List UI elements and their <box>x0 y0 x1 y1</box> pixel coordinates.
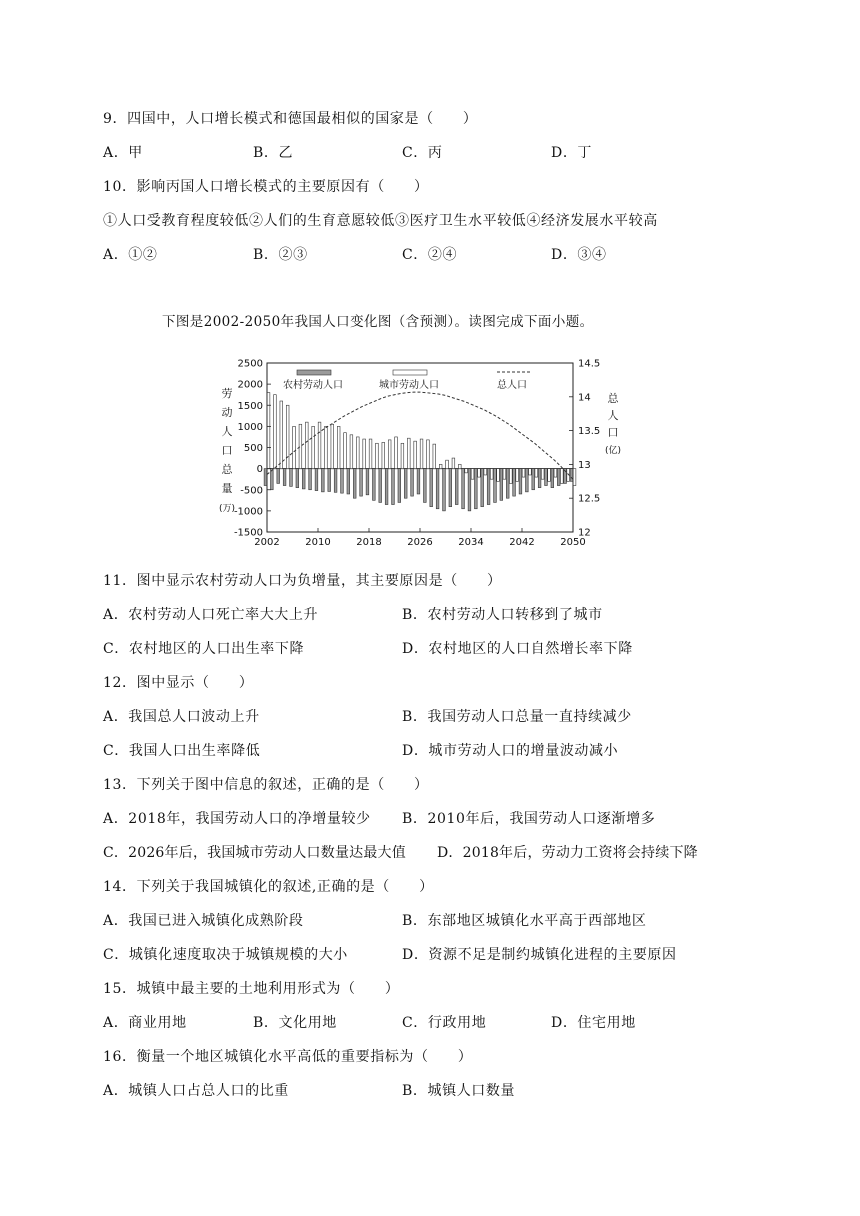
bar-urban-2026 <box>420 439 423 469</box>
bar-rural-2009 <box>309 469 312 490</box>
bar-rural-2024 <box>404 469 407 499</box>
bar-rural-2030 <box>443 469 446 511</box>
bar-rural-2048 <box>557 469 560 486</box>
bar-rural-2025 <box>411 469 414 496</box>
right-tick-label: 12.5 <box>578 493 601 505</box>
question-10-option-b: B．②③ <box>253 247 308 263</box>
bar-rural-2036 <box>481 469 484 507</box>
bar-urban-2041 <box>516 469 519 482</box>
bar-urban-2044 <box>535 469 538 477</box>
bar-rural-2023 <box>398 469 401 503</box>
question-15-option-c: C．行政用地 <box>402 1015 487 1031</box>
bar-urban-2015 <box>350 435 353 469</box>
question-10-option-c: C．②④ <box>402 247 458 263</box>
left-axis-label-char: 劳 <box>221 387 233 400</box>
left-axis-label-char: 动 <box>221 406 233 419</box>
question-11-option-d: D．农村地区的人口自然增长率下降 <box>402 641 633 657</box>
question-9-option-d: D．丁 <box>551 145 593 161</box>
question-15-option-d: D．住宅用地 <box>551 1015 636 1031</box>
question-9-option-a: A．甲 <box>103 145 143 161</box>
x-tick-label: 2002 <box>254 537 280 548</box>
right-tick-label: 12 <box>578 527 591 539</box>
bar-rural-2012 <box>328 469 331 492</box>
bar-rural-2046 <box>545 469 548 486</box>
x-tick-label: 2050 <box>560 537 586 548</box>
legend-label-rural: 农村劳动人口 <box>283 380 343 391</box>
question-10-statement: ①人口受教育程度较低②人们的生育意愿较低③医疗卫生水平较低④经济发展水平较高 <box>103 213 658 229</box>
left-axis-label-char: 人 <box>221 425 233 438</box>
bar-urban-2022 <box>395 437 398 469</box>
bar-rural-2033 <box>462 469 465 509</box>
population-chart <box>205 352 625 558</box>
bar-urban-2018 <box>369 439 372 469</box>
bar-rural-2013 <box>334 469 337 493</box>
bar-urban-2029 <box>439 464 442 468</box>
bar-rural-2027 <box>423 469 426 503</box>
bar-urban-2027 <box>427 440 430 469</box>
question-13-option-c: C．2026年后，我国城市劳动人口数量达最大值 <box>103 845 406 861</box>
left-axis-label-char: 量 <box>221 482 233 495</box>
question-11-option-c: C．农村地区的人口出生率下降 <box>103 641 305 657</box>
bar-urban-2020 <box>382 442 385 468</box>
question-13-stem: 13．下列关于图中信息的叙述，正确的是（ ） <box>103 777 429 793</box>
question-14-option-b: B．东部地区城镇化水平高于西部地区 <box>402 913 647 929</box>
question-12-option-d: D．城市劳动人口的增量波动减小 <box>402 743 619 759</box>
x-tick-label: 2018 <box>356 537 382 548</box>
bar-urban-2009 <box>312 426 315 468</box>
right-axis-label-char: 总 <box>607 392 619 405</box>
question-13-option-b: B．2010年后，我国劳动人口逐渐增多 <box>402 811 656 827</box>
bar-urban-2024 <box>407 438 410 468</box>
bar-urban-2040 <box>509 469 512 484</box>
left-tick-label: 500 <box>243 443 263 454</box>
bar-urban-2038 <box>497 469 500 482</box>
x-tick-label: 2042 <box>509 537 535 548</box>
bar-urban-2042 <box>522 469 525 477</box>
bar-urban-2028 <box>433 444 436 469</box>
bar-urban-2006 <box>293 426 296 468</box>
right-tick-label: 13 <box>578 459 591 471</box>
bar-urban-2014 <box>344 433 347 469</box>
bar-urban-2036 <box>484 469 487 475</box>
bar-rural-2035 <box>474 469 477 509</box>
bar-urban-2037 <box>490 469 493 480</box>
bar-urban-2021 <box>388 440 391 469</box>
question-11-option-a: A．农村劳动人口死亡率大大上升 <box>103 607 319 623</box>
bar-urban-2005 <box>286 405 289 468</box>
bar-urban-2013 <box>337 426 340 468</box>
question-15-option-b: B．文化用地 <box>253 1015 337 1031</box>
left-axis-label-char: (万) <box>218 504 236 514</box>
question-11-option-b: B．农村劳动人口转移到了城市 <box>402 607 603 623</box>
left-tick-label: 2000 <box>237 379 263 391</box>
bar-rural-2037 <box>487 469 490 505</box>
right-axis-label-char: (亿) <box>604 446 622 456</box>
left-tick-label: -1500 <box>233 527 263 539</box>
bar-urban-2045 <box>541 469 544 480</box>
question-14-option-c: C．城镇化速度取决于城镇规模的大小 <box>103 947 348 963</box>
bar-urban-2050 <box>573 469 576 486</box>
bar-rural-2040 <box>506 469 509 499</box>
left-tick-label: -1000 <box>233 506 263 518</box>
question-12-stem: 12．图中显示（ ） <box>103 675 254 691</box>
left-tick-label: 0 <box>256 464 263 476</box>
bar-urban-2004 <box>280 401 283 469</box>
bar-rural-2044 <box>532 469 535 490</box>
bar-rural-2010 <box>315 469 318 491</box>
left-tick-label: 1000 <box>237 421 263 433</box>
question-10-option-d: D．③④ <box>551 247 607 263</box>
bar-urban-2003 <box>274 395 277 469</box>
question-16-stem: 16．衡量一个地区城镇化水平高低的重要指标为（ ） <box>103 1049 473 1065</box>
bar-urban-2011 <box>325 426 328 468</box>
bar-urban-2035 <box>478 469 481 477</box>
right-axis-label-char: 人 <box>607 409 619 422</box>
left-tick-label: -500 <box>240 485 263 497</box>
bar-urban-2031 <box>452 458 455 469</box>
bar-rural-2011 <box>321 469 324 492</box>
bar-rural-2039 <box>500 469 503 501</box>
bar-rural-2028 <box>430 469 433 507</box>
left-tick-label: 1500 <box>237 400 263 412</box>
left-axis-label-char: 总 <box>221 463 233 476</box>
bar-rural-2022 <box>392 469 395 505</box>
bar-rural-2005 <box>283 469 286 486</box>
question-11-stem: 11．图中显示农村劳动人口为负增量，其主要原因是（ ） <box>103 573 502 589</box>
bar-rural-2031 <box>449 469 452 507</box>
bar-rural-2007 <box>296 469 299 488</box>
right-tick-label: 14 <box>578 392 591 404</box>
question-16-option-a: A．城镇人口占总人口的比重 <box>103 1083 289 1099</box>
question-16-option-b: B．城镇人口数量 <box>402 1083 516 1099</box>
bar-rural-2003 <box>270 469 273 490</box>
right-axis-label-char: 口 <box>607 426 619 439</box>
question-9-option-c: C．丙 <box>402 145 443 161</box>
chart-intro: 下图是2002-2050年我国人口变化图（含预测）。读图完成下面小题。 <box>162 314 594 330</box>
bar-urban-2010 <box>318 422 321 468</box>
question-14-stem: 14．下列关于我国城镇化的叙述,正确的是（ ） <box>103 879 434 895</box>
bar-urban-2047 <box>554 469 557 477</box>
bar-urban-2023 <box>401 443 404 468</box>
bar-rural-2019 <box>372 469 375 501</box>
legend-swatch-urban <box>393 370 427 375</box>
question-12-option-b: B．我国劳动人口总量一直持续减少 <box>402 709 632 725</box>
bar-urban-2033 <box>465 469 468 473</box>
bar-rural-2026 <box>417 469 420 494</box>
bar-rural-2041 <box>513 469 516 496</box>
bar-urban-2002 <box>267 393 270 469</box>
bar-urban-2039 <box>503 469 506 480</box>
question-10-option-a: A．①② <box>103 247 158 263</box>
right-tick-label: 13.5 <box>578 426 601 438</box>
x-tick-label: 2026 <box>407 537 433 548</box>
bar-rural-2034 <box>468 469 471 511</box>
bar-rural-2006 <box>290 469 293 487</box>
bar-urban-2007 <box>299 424 302 468</box>
question-13-option-a: A．2018年，我国劳动人口的净增量较少 <box>103 811 371 827</box>
bar-rural-2008 <box>302 469 305 489</box>
question-10-stem: 10．影响丙国人口增长模式的主要原因有（ ） <box>103 179 429 195</box>
x-tick-label: 2010 <box>305 537 331 548</box>
bar-urban-2034 <box>471 469 474 480</box>
bar-rural-2042 <box>519 469 522 494</box>
question-9-option-b: B．乙 <box>253 145 294 161</box>
bar-urban-2016 <box>356 437 359 469</box>
legend-label-total: 总人口 <box>497 380 527 391</box>
bar-urban-2032 <box>458 464 461 468</box>
bar-urban-2008 <box>305 422 308 468</box>
bar-rural-2018 <box>366 469 369 495</box>
question-14-option-d: D．资源不足是制约城镇化进程的主要原因 <box>402 947 677 963</box>
bar-rural-2032 <box>455 469 458 505</box>
bar-urban-2012 <box>331 424 334 468</box>
question-9-stem: 9．四国中，人口增长模式和德国最相似的国家是（ ） <box>103 111 478 127</box>
question-15-stem: 15．城镇中最主要的土地利用形式为（ ） <box>103 981 400 997</box>
bar-rural-2004 <box>277 469 280 484</box>
question-14-option-a: A．我国已进入城镇化成熟阶段 <box>103 913 304 929</box>
question-12-option-a: A．我国总人口波动上升 <box>103 709 260 725</box>
bar-rural-2017 <box>360 469 363 496</box>
bar-rural-2020 <box>379 469 382 503</box>
bar-rural-2015 <box>347 469 350 494</box>
x-tick-label: 2034 <box>458 537 484 548</box>
bar-urban-2043 <box>529 469 532 475</box>
right-tick-label: 14.5 <box>578 358 601 370</box>
legend-swatch-rural <box>297 370 331 375</box>
bar-rural-2047 <box>551 469 554 488</box>
bar-urban-2017 <box>363 439 366 469</box>
bar-rural-2038 <box>494 469 497 503</box>
bar-rural-2045 <box>538 469 541 488</box>
bar-rural-2021 <box>385 469 388 505</box>
bar-urban-2025 <box>414 441 417 468</box>
question-15-option-a: A．商业用地 <box>103 1015 187 1031</box>
bar-urban-2046 <box>548 469 551 482</box>
legend-label-urban: 城市劳动人口 <box>379 380 439 391</box>
bar-rural-2050 <box>570 469 573 482</box>
bar-rural-2043 <box>525 469 528 492</box>
left-axis-label-char: 口 <box>221 444 233 457</box>
bar-rural-2002 <box>264 469 267 486</box>
question-12-option-c: C．我国人口出生率降低 <box>103 743 261 759</box>
bar-rural-2014 <box>341 469 344 494</box>
left-tick-label: 2500 <box>237 358 263 370</box>
bar-rural-2029 <box>436 469 439 509</box>
bar-urban-2030 <box>446 460 449 468</box>
bar-urban-2019 <box>376 443 379 468</box>
bar-urban-2048 <box>560 469 563 484</box>
bar-rural-2016 <box>353 469 356 499</box>
question-13-option-d: D．2018年后，劳动力工资将会持续下降 <box>437 845 698 861</box>
